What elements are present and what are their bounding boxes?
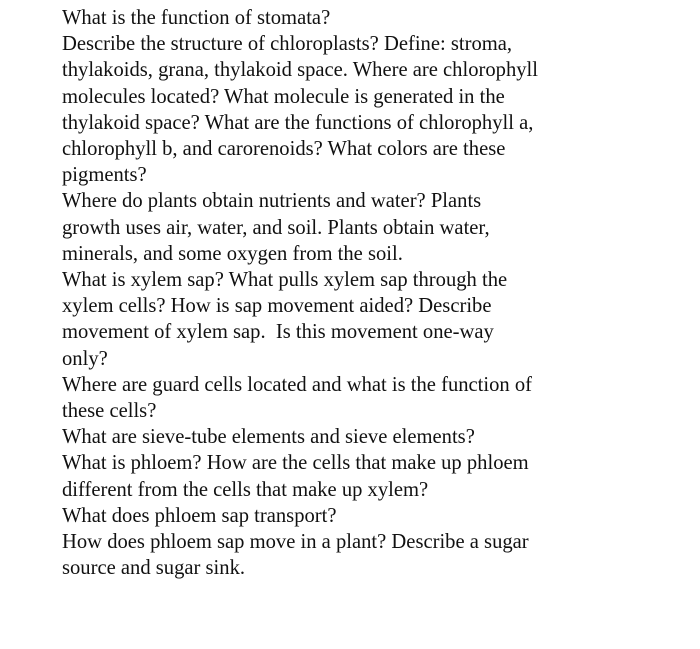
text-line: thylakoid space? What are the functions of chlorophyll a, bbox=[62, 111, 534, 134]
question-phloem-movement bbox=[62, 529, 692, 581]
text-line: only? bbox=[62, 347, 108, 370]
text-line: pigments? bbox=[62, 164, 147, 187]
question-sieve-elements bbox=[62, 424, 692, 450]
text-line: xylem cells? How is sap movement aided? Describe bbox=[62, 295, 492, 318]
text-line: growth uses air, water, and soil. Plants obtain water, bbox=[62, 216, 490, 239]
question-nutrients-water bbox=[62, 188, 692, 267]
question-phloem-transport bbox=[62, 503, 692, 529]
text-line: chlorophyll b, and carorenoids? What colors are these bbox=[62, 138, 506, 161]
question-xylem-sap bbox=[62, 267, 692, 372]
text-line: source and sugar sink. bbox=[62, 557, 246, 580]
text-line: molecules located? What molecule is generated in the bbox=[62, 85, 505, 108]
question-list bbox=[62, 5, 692, 581]
text-line: Where are guard cells located and what is the function of bbox=[62, 373, 533, 396]
question-stomata bbox=[62, 5, 692, 31]
text-line: these cells? bbox=[62, 400, 157, 423]
question-chloroplasts bbox=[62, 31, 692, 188]
text-line: Where do plants obtain nutrients and water? Plants bbox=[62, 190, 482, 213]
question-guard-cells bbox=[62, 372, 692, 424]
question-phloem bbox=[62, 450, 692, 502]
text-line: Describe the structure of chloroplasts? Define: stroma, bbox=[62, 33, 513, 56]
text-line: movement of xylem sap. Is this movement one-way bbox=[62, 321, 494, 344]
text-line: What is phloem? How are the cells that make up phloem bbox=[62, 452, 529, 475]
text-line: different from the cells that make up xylem? bbox=[62, 478, 429, 501]
text-line: What does phloem sap transport? bbox=[62, 504, 337, 527]
text-line: What are sieve-tube elements and sieve elements? bbox=[62, 426, 475, 449]
text-line: What is xylem sap? What pulls xylem sap through the bbox=[62, 269, 508, 292]
text-line: minerals, and some oxygen from the soil. bbox=[62, 242, 403, 265]
text-line: thylakoids, grana, thylakoid space. Where are chlorophyll bbox=[62, 59, 538, 82]
text-line: How does phloem sap move in a plant? Describe a sugar bbox=[62, 531, 529, 554]
text-line: What is the function of stomata? bbox=[62, 7, 331, 29]
